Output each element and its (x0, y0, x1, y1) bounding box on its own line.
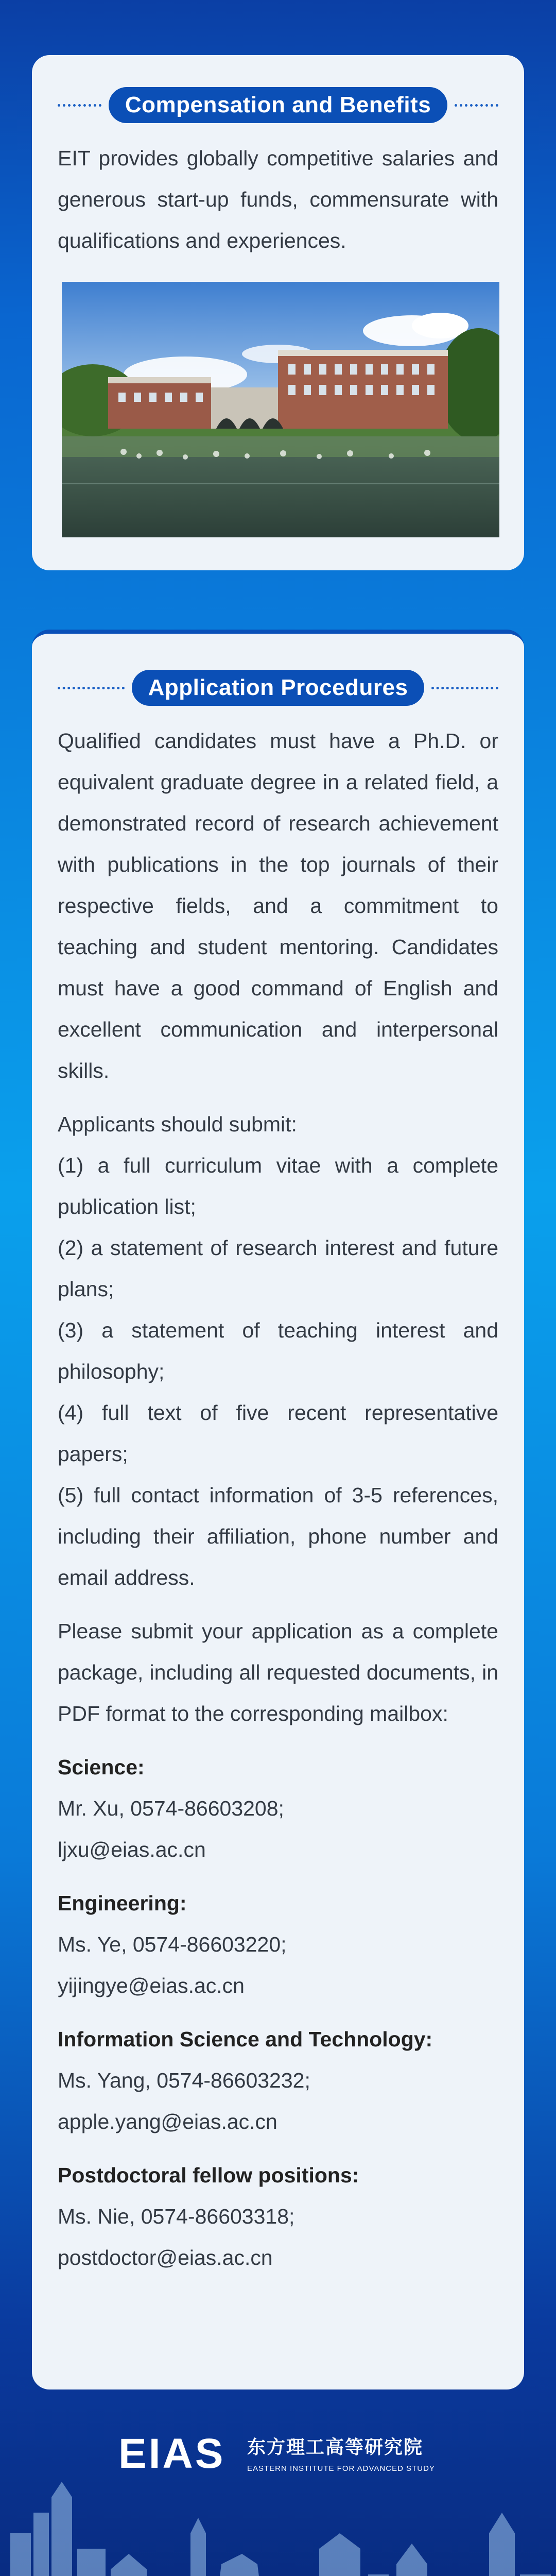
contact-postdoctoral (58, 2155, 498, 2278)
contact-label: Postdoctoral fellow positions: (58, 2163, 359, 2187)
application-header (32, 670, 524, 706)
submission-item: (5) full contact information of 3-5 references, including their affiliation, phone number and email address. (58, 1483, 498, 1589)
submission-item: (2) a statement of research interest and future plans; (58, 1236, 498, 1301)
contact-email[interactable]: yijingye@eias.ac.cn (58, 1974, 245, 1997)
application-card (32, 630, 524, 2389)
contact-information-science (58, 2019, 498, 2142)
contact-label: Engineering: (58, 1891, 187, 1915)
dotted-divider-right (455, 104, 498, 107)
contact-person: Mr. Xu, 0574-86603208; (58, 1797, 284, 1820)
campus-illustration (62, 282, 499, 537)
contact-label: Science: (58, 1755, 145, 1779)
submission-item: (4) full text of five recent representative papers; (58, 1401, 498, 1466)
contact-label: Information Science and Technology: (58, 2027, 433, 2051)
contact-science (58, 1747, 498, 1870)
dotted-divider-left (58, 687, 125, 689)
contact-engineering (58, 1883, 498, 2006)
dotted-divider-right (431, 687, 498, 689)
compensation-header (32, 87, 524, 123)
city-skyline-illustration (0, 2379, 556, 2576)
contact-email[interactable]: apple.yang@eias.ac.cn (58, 2110, 277, 2133)
compensation-card (32, 55, 524, 570)
eias-name-cn: 东方理工高等研究院 (247, 2437, 424, 2458)
dotted-divider-left (58, 104, 101, 107)
application-content (58, 720, 498, 2291)
submission-list (58, 1104, 498, 1598)
contact-person: Ms. Nie, 0574-86603318; (58, 2205, 295, 2228)
package-note: Please submit your application as a complete package, including all requested documents, in PDF format to the corresponding mailbox: (58, 1619, 498, 1725)
contact-email[interactable]: postdoctor@eias.ac.cn (58, 2246, 273, 2269)
compensation-text: EIT provides globally competitive salaries and generous start-up funds, commensurate with qualifications and experiences. (58, 146, 498, 252)
campus-photo (62, 282, 499, 537)
submission-item: (1) a full curriculum vitae with a complete publication list; (58, 1154, 498, 1218)
submission-heading: Applicants should submit: (58, 1112, 297, 1136)
contact-person: Ms. Ye, 0574-86603220; (58, 1933, 287, 1956)
eias-name-en: EASTERN INSTITUTE FOR ADVANCED STUDY (247, 2464, 435, 2473)
requirements-paragraph: Qualified candidates must have a Ph.D. or equivalent graduate degree in a related field, a demonstrated record of research achievement with publications in the top journals of their respective fields, and a commitment to teaching and student mentoring. Candidates must have a good command of English and excellent communication and interpersonal skills. (58, 729, 498, 1082)
contact-email[interactable]: ljxu@eias.ac.cn (58, 1838, 206, 1861)
eias-mark: EIAS (118, 2432, 225, 2477)
submission-item: (3) a statement of teaching interest and philosophy; (58, 1318, 498, 1383)
contact-person: Ms. Yang, 0574-86603232; (58, 2069, 310, 2092)
application-title: Application Procedures (132, 670, 425, 706)
compensation-title: Compensation and Benefits (109, 87, 447, 123)
